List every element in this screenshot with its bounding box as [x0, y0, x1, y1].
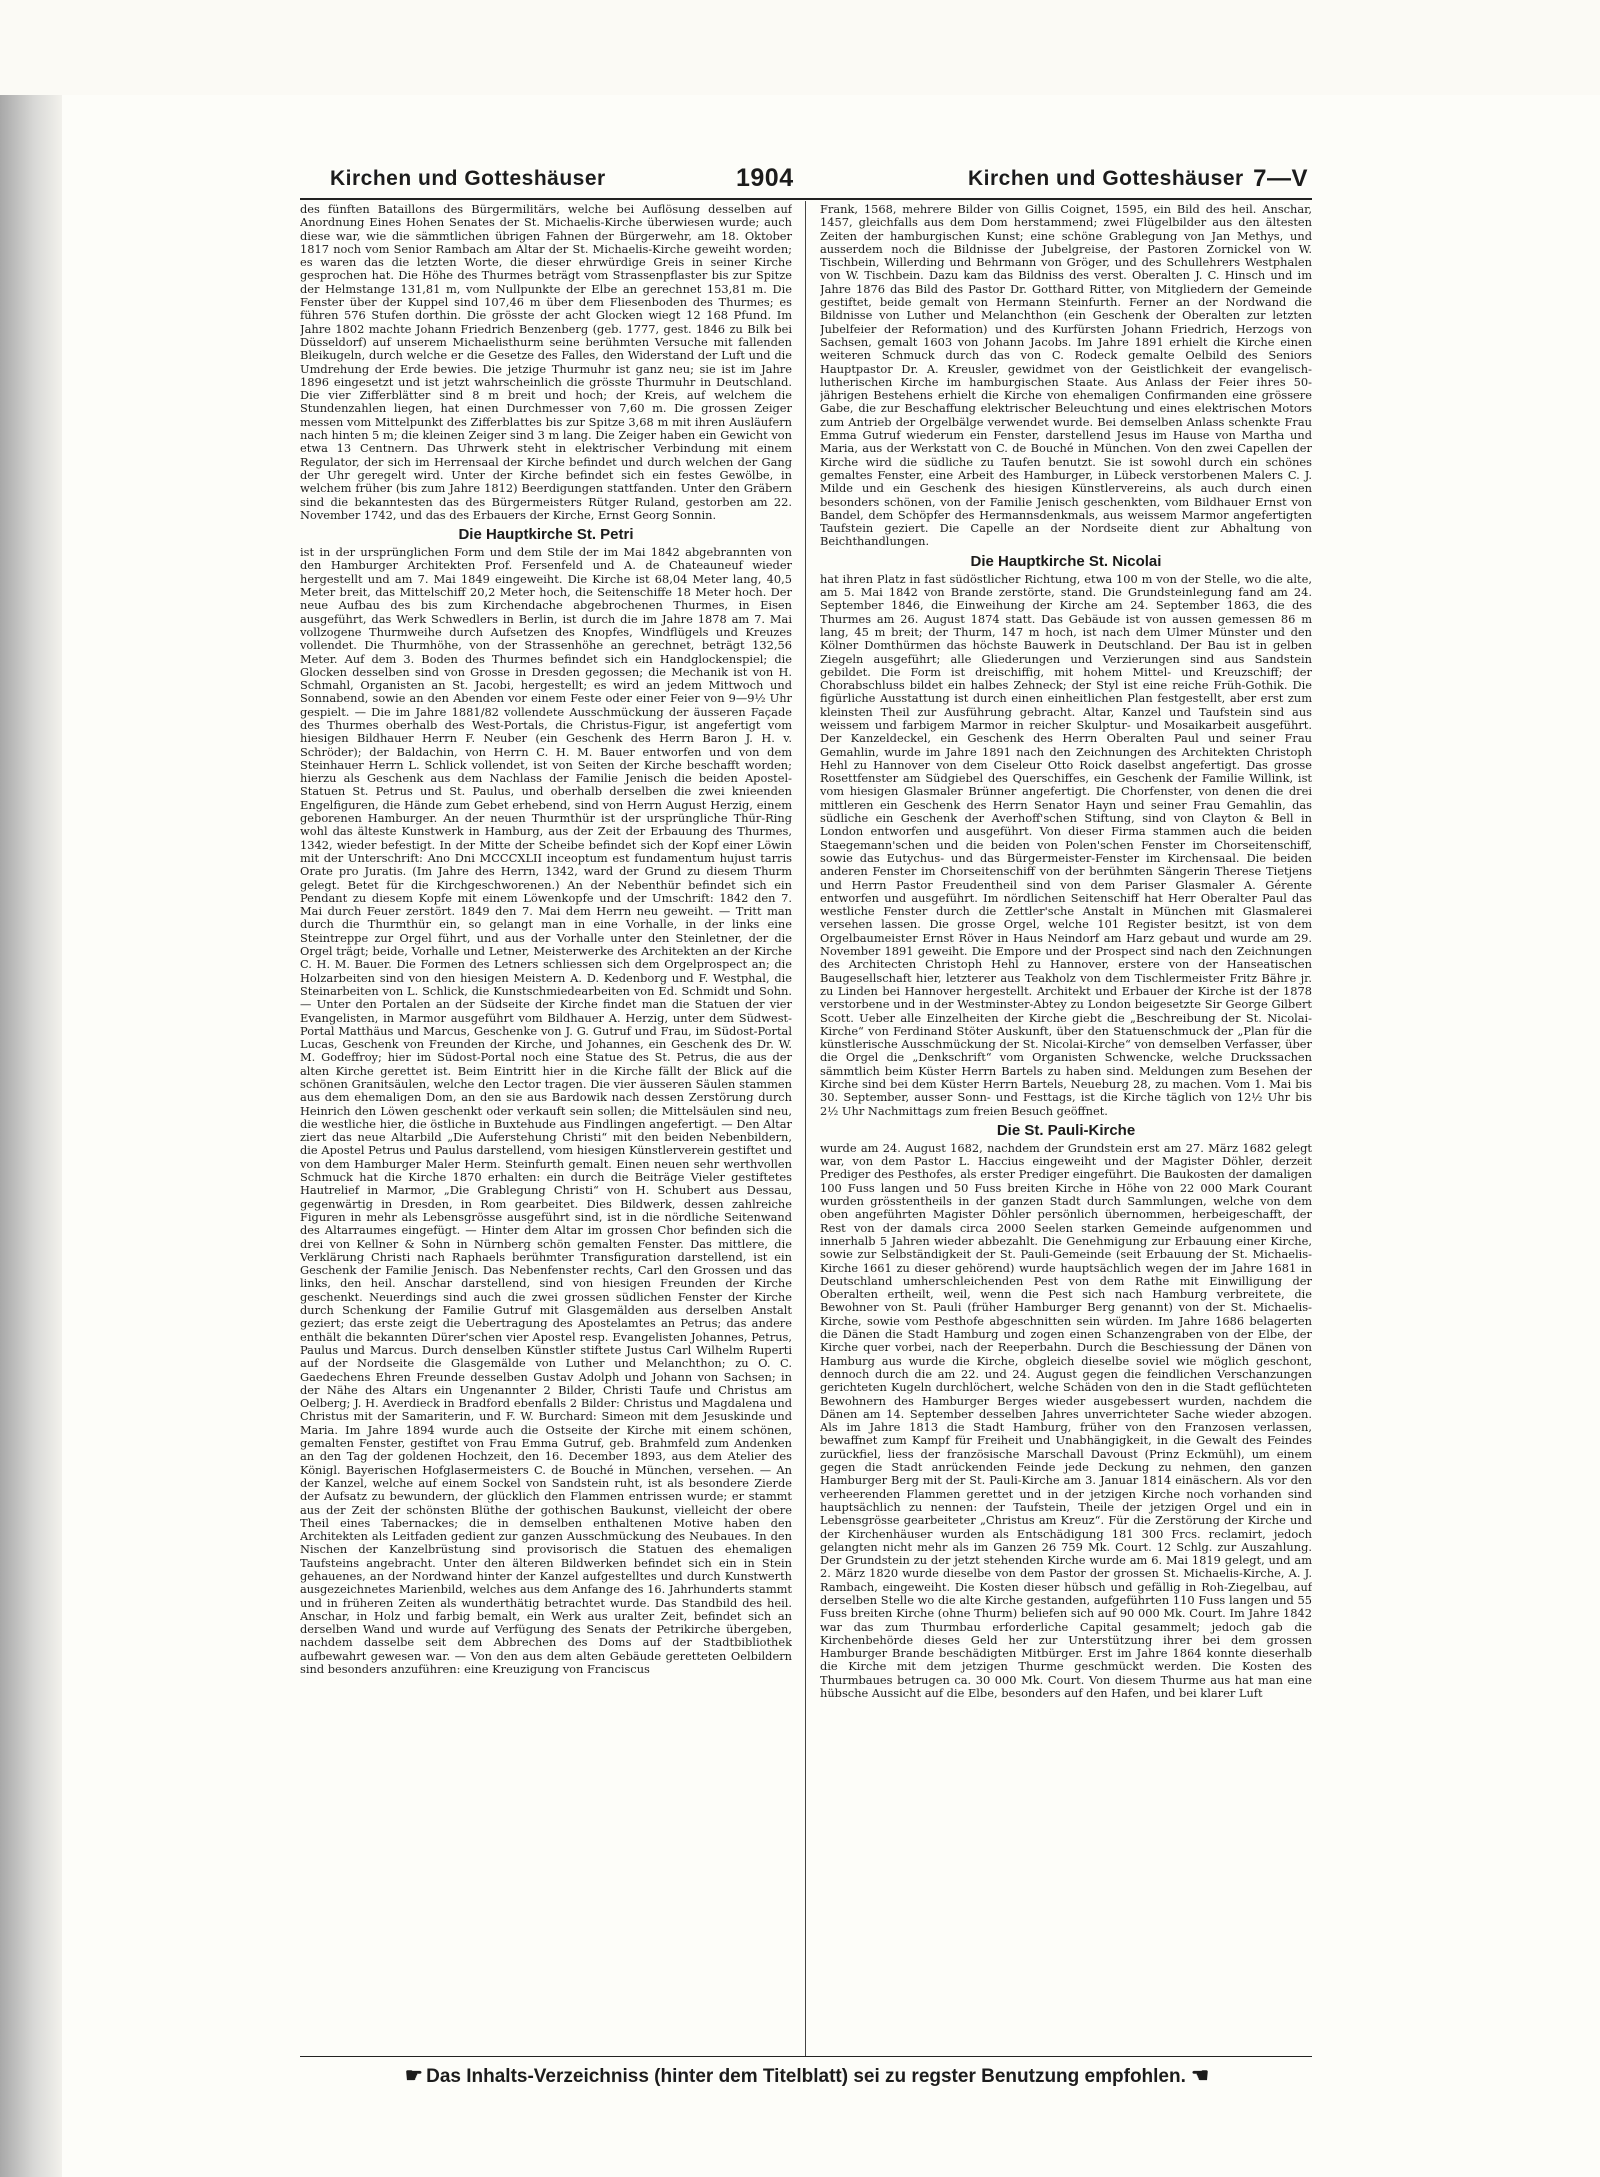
column-divider [805, 201, 806, 2057]
header-right-title: Kirchen und Gotteshäuser [968, 167, 1244, 190]
section-heading-st-nicolai: Die Hauptkirche St. Nicolai [970, 552, 1162, 570]
st-pauli-paragraph: wurde am 24. August 1682, nachdem der Grundstein erst am 27. März 1682 gelegt war, von dem Pastor L. Haccius eingeweiht und der Magister Döhler, derzeit Prediger des Pesthofes, als erster Prediger eingeführt. Die Baukosten der damaligen 100 Fuss langen und 50 Fuss breiten Kirche in Höhe von 22 000 Mark Courant wurden grösstentheils in der ganzen Stadt durch Sammlungen, welche von dem oben angeführten Magister Döhler persönlich übernommen, herbeigeschafft, der Rest von der damals circa 2000 Seelen starken Gemeinde aufgenommen und innerhalb 5 Jahren wieder abbezahlt. Die Genehmigung zur Erbauung einer Kirche, sowie zur Selbständigkeit der St. Pauli-Gemeinde (seit Erbauung der St. Michaelis-Kirche 1661 zu dieser gehörend) wurde hauptsächlich wegen der im Jahre 1681 in Deutschland umherschleichenden Pest von dem Rathe mit Einwilligung der Oberalten ertheilt, weil, wenn die Pest sich nach Hamburg verbreitete, die Bewohner von St. Pauli (früher Hamburger Berg genannt) von der St. Michaelis-Kirche, sowie vom Pesthofe abgeschnitten sein würden. Im Jahre 1686 belagerten die Dänen die Stadt Hamburg und zogen einen Schanzengraben von der Elbe, der Kirche quer vorbei, nach der Reeperbahn. Durch die Beschiessung der Dänen von Hamburg aus wurde die Kirche, obgleich dieselbe soviel wie möglich geschont, dennoch durch die am 22. und 24. August gegen die feindlichen Verschanzungen gerichteten Kugeln durchlöchert, welche Schäden von den in die Stadt geflüchteten Bewohnern des Hamburger Berges wieder ausgebessert wurden, nachdem die Dänen am 14. September desselben Jahres unverrichteter Sache wieder abzogen. Als im Jahre 1813 die Stadt Hamburg, früher von den Franzosen verlassen, bewaffnet zum Kampf für Freiheit und Unabhängigkeit, in die Gewalt des Feindes zurückfiel, liess der französische Marschall Davoust (Prinz Eckmühl), um einem gegen die Stadt anrückenden Feinde jede Deckung zu nehmen, den ganzen Hamburger Berg mit der St. Pauli-Kirche am 3. Januar 1814 einäschern. Als vor den verheerenden Flammen gerettet und in der jetzigen Kirche noch vorhanden sind hauptsächlich zu nennen: der Taufstein, Theile der jetzigen Orgel und ein in Lebensgrösse gearbeiteter „Christus am Kreuz“. Für die Zerstörung der Kirche und der Kirchenhäuser wurden als Entschädigung 181 300 Frcs. reclamirt, jedoch gelangten nicht mehr als im Ganzen 26 759 Mk. Court. 12 Schlg. zur Auszahlung. Der Grundstein zu der jetzt stehenden Kirche wurde am 6. Mai 1819 gelegt, und am 2. März 1820 wurde dieselbe von dem Pastor der grossen St. Michaelis-Kirche, A. J. Rambach, eingeweiht. Die Kosten dieser hübsch und gefällig in Roh-Ziegelbau, auf derselben Stelle wo die alte Kirche gestanden, aufgeführten 110 Fuss langen und 55 Fuss breiten Kirche (ohne Thurm) beliefen sich auf 90 000 Mk. Court. Im Jahre 1842 war das zum Thurmbau erforderliche Capital gesammelt; jedoch gab die Kirchenbehörde dieses Geld her zur Unterstützung ihrer bei dem grossen Hamburger Brande beschädigten Mitbürger. Erst im Jahre 1864 konnte dieserhalb die Kirche mit dem jetzigen Thurme geschmückt werden. Die Kosten des Thurmbaues betrugen ca. 30 000 Mk. Court. Von diesem Thurme aus hat man eine hübsche Aussicht auf die Elbe, besonders auf den Hafen, und bei klarer Luft [820, 1140, 1312, 1701]
page [300, 164, 1312, 2087]
left-column [300, 203, 792, 2053]
st-nicolai-paragraph: hat ihren Platz in fast südöstlicher Richtung, etwa 100 m von der Stelle, wo die alte, am 5. Mai 1842 von Brande zerstörte, stand. Die Grundsteinlegung fand am 24. September 1846, die Einweihung der Kirche am 24. September 1863, die des Thurmes am 26. August 1874 statt. Das Gebäude ist von aussen gemessen 86 m lang, 45 m breit; der Thurm, 147 m hoch, ist nach dem Ulmer Münster und den Kölner Domthürmen das höchste Bauwerk in Deutschland. Der Bau ist in gelben Ziegeln ausgeführt; alle Gliederungen und Verzierungen sind aus Sandstein gebildet. Die Form ist dreischiffig, mit hohem Mittel- und Kreuzschiff; der Chorabschluss bildet ein halbes Zehneck; der Styl ist eine reiche Früh-Gothik. Die figürliche Ausstattung ist durch einen einheitlichen Plan festgestellt, aber erst zum kleinsten Theil zur Ausführung gebracht. Altar, Kanzel und Taufstein sind aus weissem und farbigem Marmor in reicher Skulptur- und Mosaikarbeit ausgeführt. Der Kanzeldeckel, ein Geschenk des Herrn Oberalten Paul und seiner Frau Gemahlin, wurde im Jahre 1891 nach den Zeichnungen des Architekten Christoph Hehl zu Hannover von dem Ciseleur Otto Roick daselbst angefertigt. Das grosse Rosettfenster am Südgiebel des Querschiffes, ein Geschenk der Familie Willink, ist vom hiesigen Glasmaler Brünner angefertigt. Die Chorfenster, von denen die drei mittleren ein Geschenk des Herrn Senator Hayn und seiner Frau Gemahlin, das südliche ein Geschenk der Averhoff'schen Stiftung, sind von Clayton & Bell in London entworfen und ausgeführt. Von dieser Firma stammen auch die beiden Staegemann'schen und die beiden von Polen'schen Fenster im Chorseitenschiff, sowie das Eutychus- und das Bürgermeister-Fenster im Kirchensaal. Die beiden anderen Fenster im Chorseitenschiff von der berühmten Sängerin Therese Tietjens und Herrn Pastor Freudentheil sind von dem Pariser Glasmaler A. Gérente entworfen und ausgeführt. Im nördlichen Seitenschiff hat Herr Oberalter Paul das westliche Fenster durch die Zettler'sche Anstalt in München mit Glasmalerei versehen lassen. Die grosse Orgel, welche 101 Register besitzt, ist von dem Orgelbaumeister Ernst Röver in Haus Neindorf am Harz gebaut und wurde am 29. November 1891 geweiht. Die Empore und der Prospect sind nach den Zeichnungen des Architecten Christoph Hehl zu Hannover, erstere von der Hanseatischen Baugesellschaft hier, letzterer aus Teakholz von dem Tischlermeister Fritz Bähre jr. zu Linden bei Hannover hergestellt. Architekt und Erbauer der Kirche ist der 1878 verstorbene und in der Westminster-Abtey zu London beigesetzte Sir George Gilbert Scott. Ueber alle Einzelheiten der Kirche giebt die „Beschreibung der St. Nicolai-Kirche“ von Ferdinand Stöter Auskunft, über den Statuenschmuck der „Plan für die künstlerische Ausschmückung der St. Nicolai-Kirche“ von demselben Verfasser, über die Orgel die „Denkschrift“ vom Organisten Schwencke, welche Druckssachen sämmtlich beim Küster Herrn Bartels zu haben sind. Meldungen zum Besehen der Kirche sind bei dem Küster Herrn Bartels, Neueburg 28, zu machen. Vom 1. Mai bis 30. September, ausser Sonn- und Festtags, ist die Kirche täglich von 12½ Uhr bis 2½ Uhr Nachmittags zum freien Besuch geöffnet. [820, 571, 1312, 1118]
header-rule [300, 198, 1312, 200]
left-intro-paragraph: des fünften Bataillons des Bürgermilitärs, welche bei Auflösung desselben auf Anordnung Eines Hohen Senates der St. Michaelis-Kirche überwiesen wurde; auch diese war, wie die sämmtlichen übrigen Fahnen der Bürgerwehr, am 18. Oktober 1817 noch vom Senior Rambach am Altar der St. Michaelis-Kirche geweiht worden; es waren das die letzten Worte, die dieser ehrwürdige Greis in seiner Kirche gesprochen hat. Die Höhe des Thurmes beträgt vom Strassenpflaster bis zur Spitze der Helmstange 131,81 m, vom Nullpunkte der Elbe an gerechnet 153,81 m. Die Fenster über der Kuppel sind 107,46 m über dem Fliesenboden des Thurmes; es führen 576 Stufen dorthin. Die grösste der acht Glocken wiegt 12 168 Pfund. Im Jahre 1802 machte Johann Friedrich Benzenberg (geb. 1777, gest. 1846 zu Bilk bei Düsseldorf) auf unserem Michaelisthurm seine berühmten Versuche mit fallenden Bleikugeln, durch welche er die Gesetze des Falles, den Widerstand der Luft und die Umdrehung der Erde bewies. Die jetzige Thurmuhr ist ganz neu; sie ist im Jahre 1896 eingesetzt und ist jetzt wahrscheinlich die grösste Thurmuhr in Deutschland. Die vier Zifferblätter sind 8 m breit und hoch; der Kreis, auf welchem die Stundenzahlen liegen, hat einen Durchmesser von 7,60 m. Die grossen Zeiger messen vom Mittelpunkt des Zifferblattes bis zur Spitze 3,68 m mit ihren Ausläufern nach hinten 5 m; die kleinen Zeiger sind 3 m lang. Die Zeiger haben ein Gewicht von etwa 13 Centnern. Das Uhrwerk steht in elektrischer Verbindung mit einem Regulator, der sich im Herrensaal der Kirche befindet und durch welchen der Gang der Uhr geregelt wird. Unter der Kirche befindet sich ein festes Gewölbe, in welchem früher (bis zum Jahre 1812) Beerdigungen stattfanden. Unter den Gräbern sind die bekanntesten das des Bürgermeisters Rütger Ruland, gestorben am 22. November 1742, und das des Erbauers der Kirche, Ernst Georg Sonnin. [300, 203, 792, 522]
scan-edge [0, 95, 62, 2177]
pointing-hand-right-icon: ☛ [404, 2065, 421, 2087]
section-heading-st-pauli: Die St. Pauli-Kirche [996, 1121, 1136, 1139]
footer-rule [300, 2056, 1312, 2057]
section-heading-st-petri: Die Hauptkirche St. Petri [458, 526, 634, 544]
st-petri-paragraph: ist in der ursprünglichen Form und dem Stile der im Mai 1842 abgebrannten von den Hamburger Architekten Prof. Fersenfeld und A. de Chateauneuf wieder hergestellt und am 7. Mai 1849 eingeweiht. Die Kirche ist 68,04 Meter lang, 40,5 Meter breit, das Mittelschiff 20,2 Meter hoch, die Seitenschiffe 18 Meter hoch. Der neue Aufbau des bis zum Kirchendache abgebrochenen Thurmes, in Eisen ausgeführt, das Werk Schwedlers in Berlin, ist durch die im Jahre 1878 am 7. Mai vollzogene Thurmweihe durch Aufsetzen des Knopfes, Windflügels und Kreuzes vollendet. Die Thurmhöhe, von der Strassenhöhe an gerechnet, beträgt 132,56 Meter. Auf dem 3. Boden des Thurmes befindet sich ein Handglockenspiel; die Glocken desselben sind von Grosse in Dresden gegossen; die Mechanik ist von H. Schmahl, Organisten an St. Jacobi, hergestellt; es wird an jedem Mittwoch und Sonnabend, sowie an den Abenden vor einem Feste oder einer Feier von 9—9½ Uhr gespielt. — Die im Jahre 1881/82 vollendete Ausschmückung der äusseren Façade des Thurmes oberhalb des West-Portals, die Christus-Figur, ist angefertigt vom hiesigen Bildhauer Herrn F. Neuber (ein Geschenk des Herrn Baron J. H. v. Schröder); der Baldachin, von Herrn C. H. M. Bauer entworfen und von dem Steinhauer Herrn L. Schlick vollendet, ist von Seiten der Kirche beschafft worden; hierzu als Geschenk aus dem Nachlass der Familie Jenisch die beiden Apostel-Statuen St. Petrus und St. Paulus, und oberhalb derselben die zwei knieenden Engelfiguren, die Hände zum Gebet erhebend, sind von Herrn August Herzig, einem geborenen Hamburger. An der neuen Thurmthür ist der ursprüngliche Thür-Ring wohl das älteste Kunstwerk in Hamburg, aus der Zeit der Erbauung des Thurmes, 1342, wieder befestigt. In der Mitte der Scheibe befindet sich der Kopf einer Löwin mit der Unterschrift: Ano Dni MCCCXLII inceoptum est fundamentum hujust tarris Orate pro Juratis. (Im Jahre des Herrn, 1342, ward der Grund zu diesem Thurm gelegt. Betet für die Kirchgeschworenen.) An der Nebenthür befindet sich ein Pendant zu diesem Kopfe mit einem Löwenkopfe und der Umschrift: 1842 den 7. Mai durch Feuer zerstört. 1849 den 7. Mai dem Herrn neu geweiht. — Tritt man durch die Thurmthür ein, so gelangt man in eine Vorhalle, in der links eine Steintreppe zur Orgel führt, und aus der Vorhalle unter den Steinletner, der die Orgel trägt; beide, Vorhalle und Letner, Meisterwerke des Architekten an der Kirche C. H. M. Bauer. Die Formen des Letners schliessen sich dem Orgelprospect an; die Holzarbeiten sind von den hiesigen Meistern A. D. Kedenborg und F. Westphal, die Steinarbeiten von L. Schlick, die Kunstschmiedearbeiten von Ed. Schmidt und Sohn. — Unter den Portalen an der Südseite der Kirche findet man die Statuen der vier Evangelisten, in Marmor ausgeführt vom Bildhauer A. Herzig, unter dem Südwest-Portal Matthäus und Marcus, Geschenke von J. G. Gutruf und Frau, im Südost-Portal Lucas, Geschenk von Freunden der Kirche, und Johannes, ein Geschenk des Dr. W. M. Godeffroy; hier im Südost-Portal noch eine Statue des St. Petrus, die aus der alten Kirche gerettet ist. Beim Eintritt hier in die Kirche fällt der Blick auf die schönen Granitsäulen, welche den Lector tragen. Die vier äusseren Säulen stammen aus dem ehemaligen Dom, an den sie aus Bardowik nach dessen Zerstörung durch Heinrich den Löwen geschenkt oder verkauft sein sollen; die Mittelsäulen sind neu, die westliche hier, die östliche in Buxtehude aus Findlingen angefertigt. — Den Altar ziert das neue Altarbild „Die Auferstehung Christi“ mit den beiden Nebenbildern, die Apostel Petrus und Paulus darstellend, vom hiesigen Künstlerverein gestiftet und von dem Hamburger Maler Herm. Steinfurth gemalt. Einen neuen sehr werthvollen Schmuck hat die Kirche 1870 erhalten: ein durch die Beiträge Vieler gestiftetes Hautrelief in Marmor, „Die Grablegung Christi“ von H. Schubert aus Dessau, gegenwärtig in Dresden, in Rom gearbeitet. Dies Bildwerk, dessen zahlreiche Figuren in mehr als Lebensgrösse ausgeführt sind, ist in die nördliche Seitenwand des Altarraumes eingefügt. — Hinter dem Altar im grossen Chor befinden sich die drei von Kellner & Sohn in Nürnberg schön gemalten Fenster. Das mittlere, die Verklärung Christi nach Raphaels berühmter Transfiguration darstellend, ist ein Geschenk der Familie Jenisch. Das Nebenfenster rechts, Carl den Grossen und das links, den heil. Anschar darstellend, sind von hiesigen Freunden der Kirche geschenkt. Neuerdings sind auch die zwei grossen südlichen Fenster der Kirche durch Schenkung der Familie Gutruf mit Glasgemälden aus derselben Anstalt geziert; das erste zeigt die Uebertragung des Apostelamtes an Petrus; das andere enthält die bekannten Dürer'schen vier Apostel resp. Evangelisten Johannes, Petrus, Paulus und Marcus. Durch denselben Künstler stiftete Justus Carl Wilhelm Ruperti auf der Nordseite die Glasgemälde von Luther und Melanchthon; zu O. C. Gaedechens Ehren Freunde desselben Gustav Adolph und Johann von Sachsen; in der Nähe des Altars ein Ungenannter 2 Bilder, Christi Taufe und Christus am Oelberg; J. H. Averdieck in Bradford ebenfalls 2 Bilder: Christus und Magdalena und Christus mit der Samariterin, und F. W. Burchard: Simeon mit dem Jesuskinde und Maria. Im Jahre 1894 wurde auch die Ostseite der Kirche mit einem schönen, gemalten Fenster, gestiftet von Frau Emma Gutruf, geb. Brahmfeld zum Andenken an den Tag der goldenen Hochzeit, den 16. December 1893, aus dem Atelier des Königl. Bayerischen Hofglasermeisters C. de Bouché in München, versehen. — An der Kanzel, welche auf einem Sockel von Sandstein ruht, ist als besondere Zierde der Aufsatz zu bewundern, der glücklich den Flammen entrissen wurde; er stammt aus der Zeit der schönsten Blüthe der gothischen Baukunst, vielleicht der obere Theil eines Tabernackes; die in demselben enthaltenen Motive haben den Architekten als Leitfaden gedient zur ganzen Ausschmückung des Neubaues. In den Nischen der Kanzelbrüstung sind provisorisch die Statuen des ehemaligen Taufsteins angebracht. Unter den älteren Bildwerken befindet sich ein in Stein gehauenes, an der Nordwand hinter der Kanzel aufgestelltes und durch Kunstwerth ausgezeichnetes Marienbild, welches aus dem Anfange des 16. Jahrhunderts stammt und in früheren Zeiten als wunderthätig betrachtet wurde. Das Standbild des heil. Anschar, in Holz und farbig bemalt, ein Werk aus uralter Zeit, befindet sich an derselben Wand und wurde auf Verfügung des Senats der Petrikirche übergeben, nachdem dasselbe seit dem Abbrechen des Doms auf der Stadtbibliothek aufbewahrt gewesen war. — Von den aus dem alten Gebäude geretteten Oelbildern sind besonders anzuführen: eine Kreuzigung von Franciscus [300, 545, 792, 1677]
footer-notice-text: Das Inhalts-Verzeichniss (hinter dem Titelblatt) sei zu regster Benutzung empfohlen. [426, 2066, 1186, 2087]
right-column [820, 203, 1312, 2053]
footer-notice [300, 2063, 1312, 2095]
header-year: 1904 [736, 164, 794, 192]
pointing-hand-left-icon: ☚ [1191, 2065, 1208, 2087]
page-number: 7—V [1253, 165, 1308, 192]
header-left-title: Kirchen und Gotteshäuser [330, 167, 606, 190]
right-intro-paragraph: Frank, 1568, mehrere Bilder von Gillis Coignet, 1595, ein Bild des heil. Anschar, 1457, gleichfalls aus dem Dom herstammend; zwei Flügelbilder aus den ältesten Zeiten der hamburgischen Kunst; eine schöne Grablegung von Jan Methys, und ausserdem noch die Bildnisse der Jubelgreise, der Pastoren Zornickel von W. Tischbein, Willerding und Behrmann von Gröger, und des Schullehrers Westphalen von W. Tischbein. Dazu kam das Bildniss des verst. Oberalten J. C. Hinsch und im Jahre 1876 das Bild des Pastor Dr. Gotthard Ritter, von Mitgliedern der Gemeinde gestiftet, beide gemalt von Hermann Steinfurth. Ferner an der Nordwand die Bildnisse von Luther und Melanchthon (ein Geschenk der Oberalten zur letzten Jubelfeier der Reformation) und des Kurfürsten Johann Friedrich, Herzogs von Sachsen, gemalt 1603 von Johann Jacobs. Im Jahre 1891 erhielt die Kirche einen weiteren Schmuck durch das von C. Rodeck gemalte Oelbild des Seniors Hauptpastor Dr. A. Kreusler, gewidmet von der Geistlichkeit der evangelisch-lutherischen Kirche im hamburgischen Staate. Aus Anlass der Feier ihres 50-jährigen Bestehens erhielt die Kirche von ehemaligen Confirmanden eine grössere Gabe, die zur Beschaffung elektrischer Beleuchtung und eines elektrischen Motors zum Antrieb der Orgelbälge verwendet wurde. Bei demselben Anlass schenkte Frau Emma Gutruf wiederum ein Fenster, darstellend Jesus im Hause von Martha und Maria, aus der Werkstatt von C. de Bouché in München. Von den zwei Capellen der Kirche wird die südliche zu Taufen benutzt. Sie ist sowohl durch ein schönes gemaltes Fenster, eine Arbeit des Hamburger, in Lübeck verstorbenen Malers C. J. Milde und ein Geschenk des hiesigen Künstlervereins, als auch durch einen besonders schönen, von der Familie Jenisch geschenkten, vom Bildhauer Ernst von Bandel, dem Schöpfer des Hermannsdenkmals, aus weissem Marmor angefertigten Taufstein geziert. Die Capelle an der Nordseite dient zur Abhaltung von Beichthandlungen. [820, 203, 1312, 549]
running-header [300, 165, 1312, 195]
